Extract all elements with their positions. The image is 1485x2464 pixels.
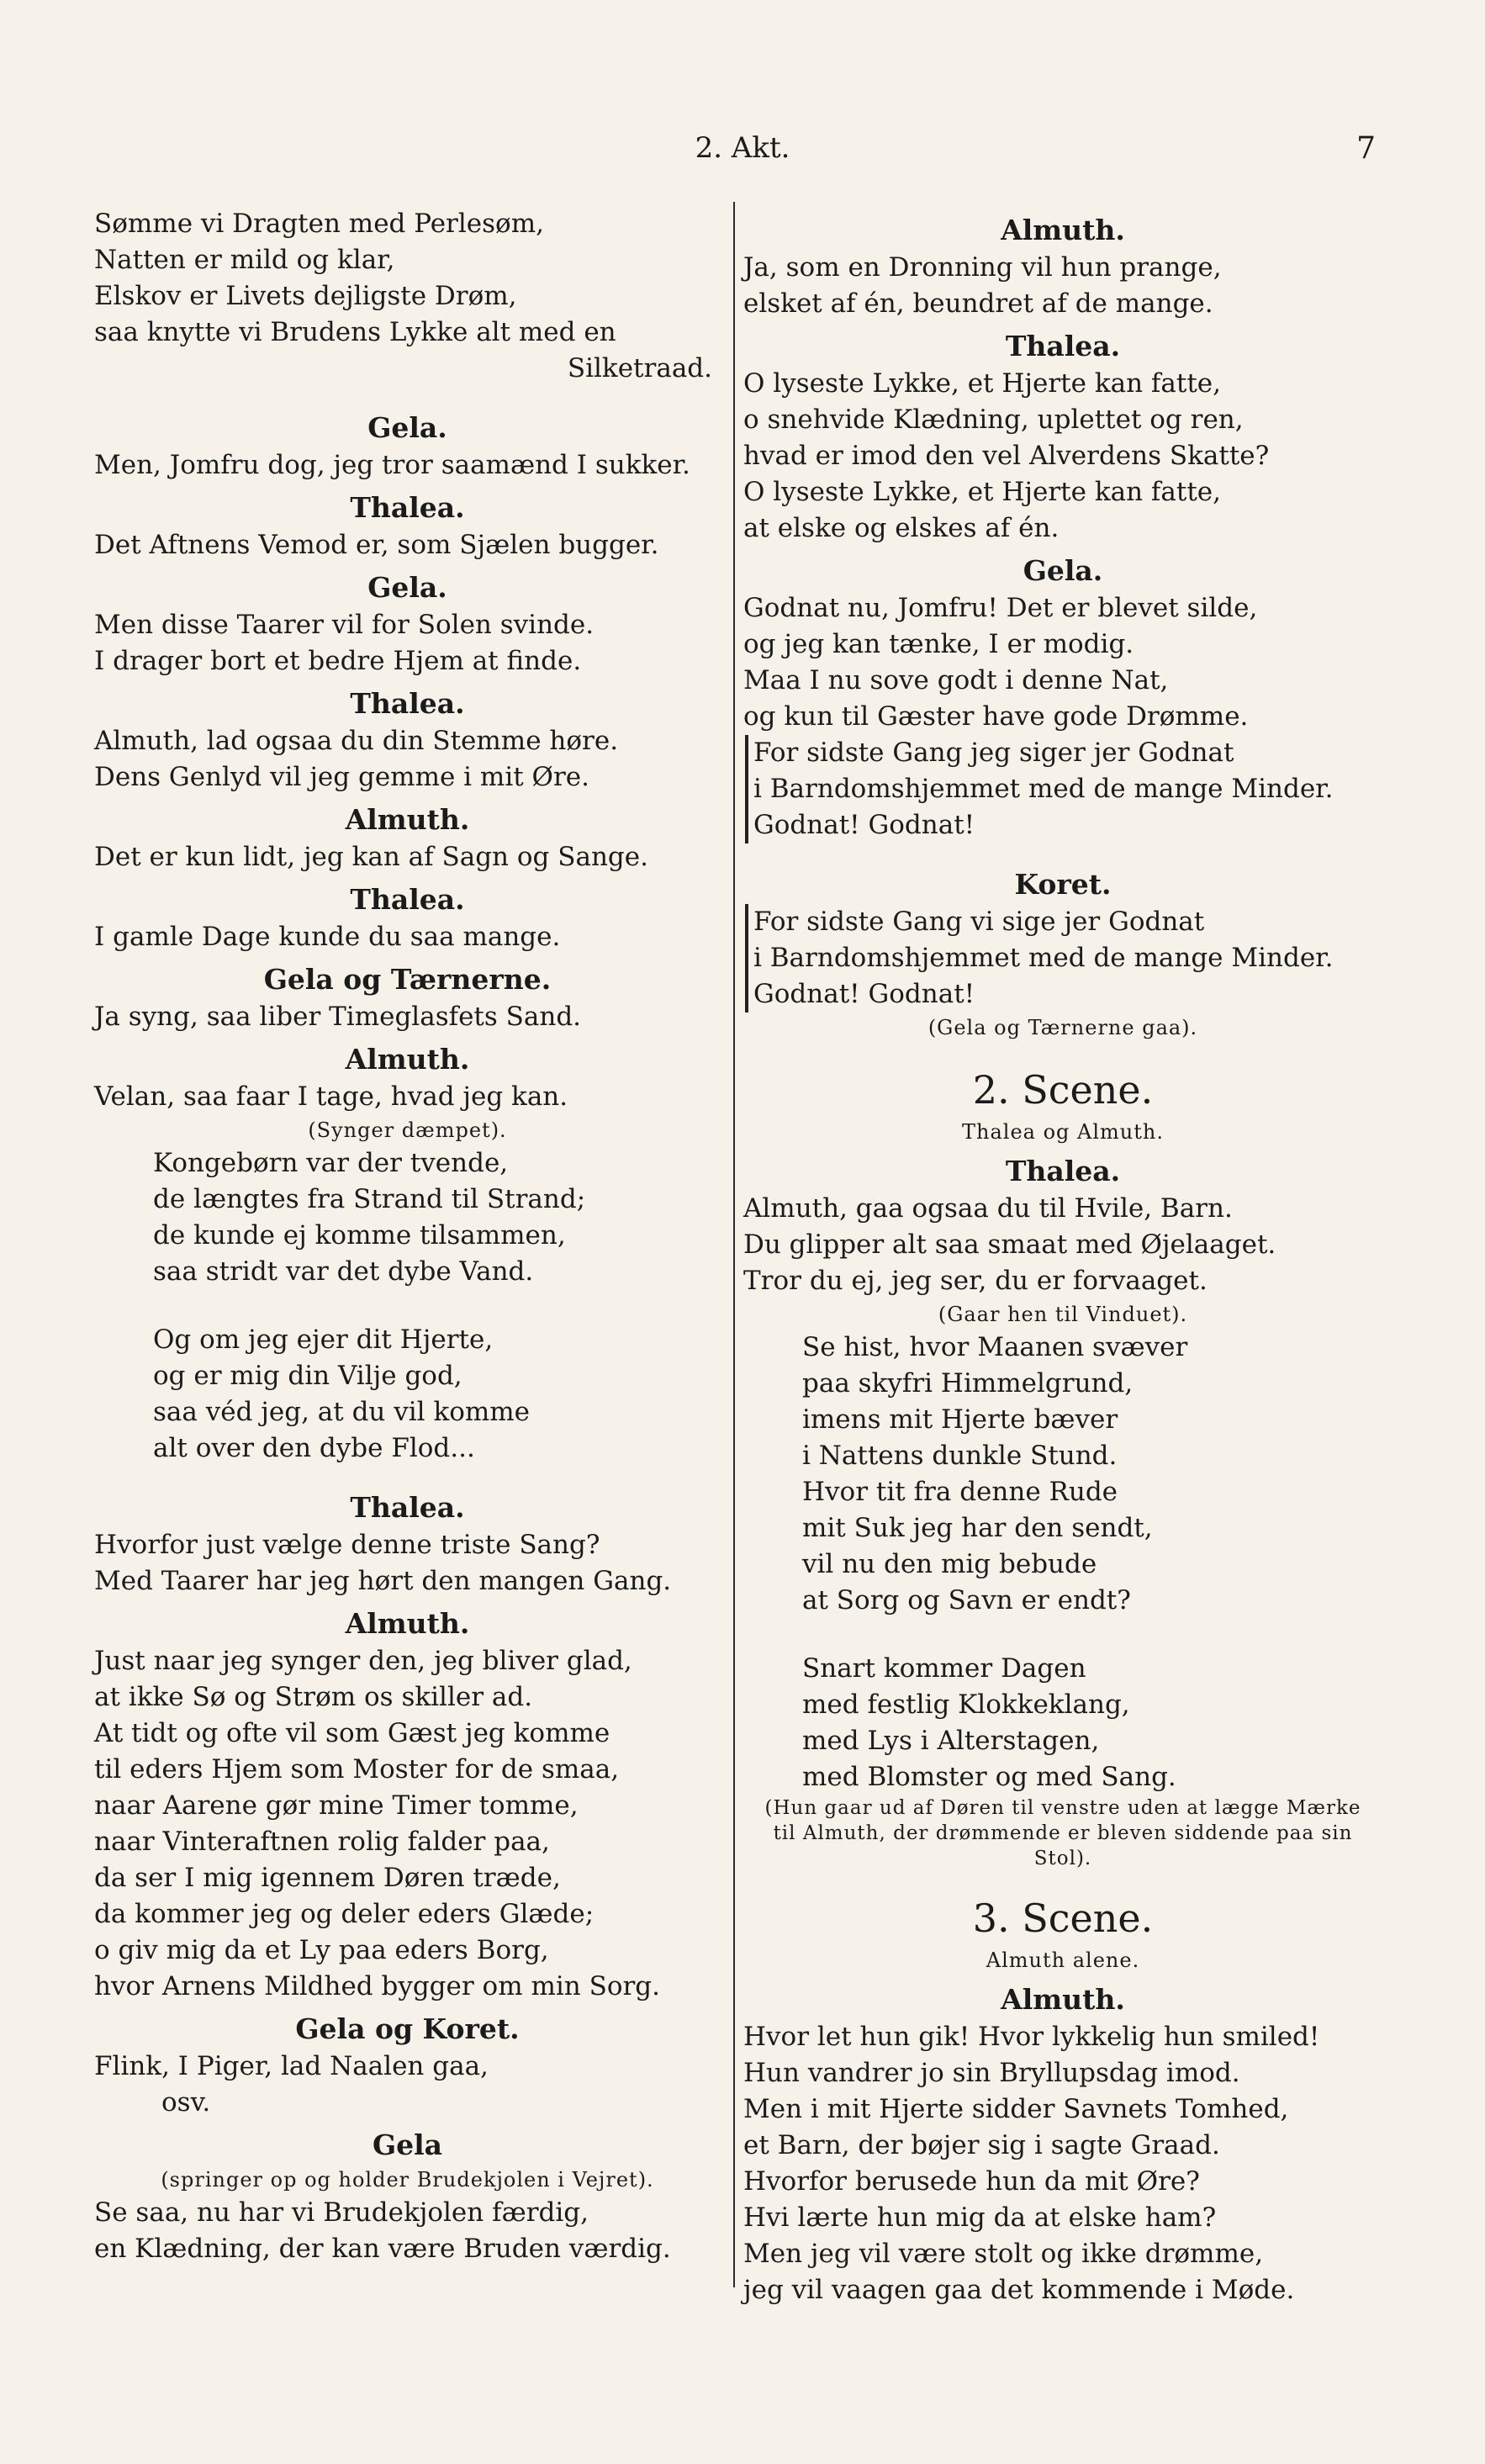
verse-line: Du glipper alt saa smaat med Øjelaaget.: [743, 1229, 1276, 1260]
verse-line: At tidt og ofte vil som Gæst jeg komme: [94, 1718, 610, 1748]
verse-line: o snehvide Klædning, uplettet og ren,: [743, 404, 1244, 435]
verse-line: en Klædning, der kan være Bruden værdig.: [94, 2234, 671, 2264]
verse-line: med Blomster og med Sang.: [802, 1762, 1176, 1792]
speaker-name: Thalea.: [350, 883, 465, 916]
verse-line: Kongebørn var der tvende,: [153, 1148, 509, 1178]
verse-line: mit Suk jeg har den sendt,: [802, 1513, 1153, 1543]
verse-line: naar Vinteraftnen rolig falder paa,: [94, 1827, 550, 1857]
verse-line: til eders Hjem som Moster for de smaa,: [94, 1754, 620, 1785]
verse-line: et Barn, der bøjer sig i sagte Graad.: [743, 2130, 1220, 2160]
verse-line: Maa I nu sove godt i denne Nat,: [743, 665, 1169, 695]
speaker-name: Almuth.: [1001, 1983, 1125, 2016]
verse-line: med Lys i Alterstagen,: [802, 1726, 1100, 1756]
verse-line: Se hist, hvor Maanen svæver: [802, 1332, 1188, 1362]
verse-line: Det Aftnens Vemod er, som Sjælen bugger.: [94, 530, 659, 560]
verse-line: Hvor tit fra denne Rude: [802, 1477, 1118, 1507]
verse-line: at ikke Sø og Strøm os skiller ad.: [94, 1682, 533, 1712]
verse-line: Velan, saa faar I tage, hvad jeg kan.: [94, 1081, 568, 1112]
verse-line: Men disse Taarer vil for Solen svinde.: [94, 610, 595, 640]
left-column: [94, 206, 721, 2267]
scene-heading: 2. Scene.: [972, 1067, 1154, 1113]
verse-line: Elskov er Livets dejligste Drøm,: [94, 281, 517, 311]
verse-line: hvad er imod den vel Alverdens Skatte?: [743, 441, 1270, 471]
bracketed-lines: [745, 735, 1382, 843]
speaker-name: Thalea.: [1005, 330, 1121, 362]
verse-line: Ja, som en Dronning vil hun prange,: [743, 252, 1222, 283]
verse-line: Almuth, gaa ogsaa du til Hvile, Barn.: [743, 1193, 1233, 1224]
verse-line: saa knytte vi Brudens Lykke alt med en: [94, 317, 616, 347]
verse-line: Dens Genlyd vil jeg gemme i mit Øre.: [94, 762, 589, 792]
verse-line: Godnat! Godnat!: [753, 979, 975, 1009]
stage-direction: (springer op og holder Brudekjolen i Vejret).: [161, 2168, 654, 2192]
verse-line: i Barndomshjemmet med de mange Minder.: [753, 943, 1334, 973]
speaker-name: Thalea.: [350, 687, 465, 720]
verse-line: Natten er mild og klar,: [94, 245, 395, 275]
verse-line: o giv mig da et Ly paa eders Borg,: [94, 1935, 549, 1965]
verse-line: For sidste Gang vi sige jer Godnat: [753, 907, 1205, 937]
stage-direction: (Synger dæmpet).: [308, 1118, 507, 1142]
verse-line: Just naar jeg synger den, jeg bliver glad,: [94, 1646, 632, 1676]
speaker-name: Thalea.: [350, 1491, 465, 1524]
verse-line: For sidste Gang jeg siger jer Godnat: [753, 738, 1234, 768]
verse-line: Ja syng, saa liber Timeglasfets Sand.: [94, 1002, 582, 1032]
verse-line: Godnat! Godnat!: [753, 810, 975, 840]
verse-line: alt over den dybe Flod...: [153, 1433, 475, 1463]
scene-heading: 3. Scene.: [972, 1896, 1154, 1941]
verse-line: Hvi lærte hun mig da at elske ham?: [743, 2202, 1217, 2233]
speaker-name: Thalea.: [1005, 1155, 1121, 1187]
stanza-gap: [743, 1619, 1382, 1651]
verse-line: Almuth, lad ogsaa du din Stemme høre.: [94, 726, 619, 756]
act-heading: 2. Akt.: [695, 131, 790, 165]
verse-line: Flink, I Piger, lad Naalen gaa,: [94, 2051, 489, 2081]
verse-line: Med Taarer har jeg hørt den mangen Gang.: [94, 1566, 672, 1596]
verse-line: I gamle Dage kunde du saa mange.: [94, 922, 561, 952]
verse-line: Men jeg vil være stolt og ikke drømme,: [743, 2239, 1264, 2269]
verse-line: I drager bort et bedre Hjem at finde.: [94, 646, 582, 676]
verse-line: osv.: [161, 2087, 211, 2118]
speaker-name: Gela.: [367, 571, 447, 604]
verse-line: at Sorg og Savn er endt?: [802, 1585, 1131, 1615]
verse-line: Sømme vi Dragten med Perlesøm,: [94, 209, 544, 239]
verse-line: Tror du ej, jeg ser, du er forvaaget.: [743, 1266, 1208, 1296]
speaker-name: Gela.: [1023, 554, 1103, 587]
speaker-name: Gela og Koret.: [295, 2012, 520, 2045]
verse-line: da kommer jeg og deler eders Glæde;: [94, 1899, 595, 1929]
stage-direction: (Hun gaar ud af Døren til venstre uden at lægge Mærke til Almuth, der drømmende er bleven siddende paa sin Stol).: [764, 1797, 1361, 1869]
verse-line: Hvorfor just vælge denne triste Sang?: [94, 1530, 600, 1560]
verse-line: vil nu den mig bebude: [802, 1549, 1097, 1579]
speaker-name: Gela og Tærnerne.: [263, 963, 552, 996]
speaker-name: Koret.: [1014, 868, 1112, 901]
verse-line: Silketraad.: [567, 353, 712, 383]
right-column: [743, 206, 1382, 2308]
speaker-name: Gela.: [367, 411, 447, 444]
verse-line: og jeg kan tænke, I er modig.: [743, 629, 1134, 659]
verse-line: og kun til Gæster have gode Drømme.: [743, 701, 1249, 732]
verse-line: Hvor let hun gik! Hvor lykkelig hun smiled!: [743, 2022, 1320, 2052]
verse-line: Hvorfor berusede hun da mit Øre?: [743, 2166, 1200, 2197]
column-divider: [733, 202, 735, 2287]
speaker-name: Almuth.: [345, 1043, 470, 1076]
verse-line: hvor Arnens Mildhed bygger om min Sorg.: [94, 1971, 661, 2001]
speaker-name: Thalea.: [350, 491, 465, 524]
verse-line: Godnat nu, Jomfru! Det er blevet silde,: [743, 593, 1258, 623]
speaker-name: Almuth.: [345, 803, 470, 836]
bracketed-lines: [745, 904, 1382, 1013]
verse-line: de kunde ej komme tilsammen,: [153, 1220, 566, 1251]
verse-line: at elske og elskes af én.: [743, 513, 1060, 543]
verse-line: og er mig din Vilje god,: [153, 1361, 462, 1391]
verse-line: imens mit Hjerte bæver: [802, 1404, 1118, 1435]
verse-line: elsket af én, beundret af de mange.: [743, 288, 1213, 319]
verse-line: Hun vandrer jo sin Bryllupsdag imod.: [743, 2058, 1240, 2088]
verse-line: paa skyfri Himmelgrund,: [802, 1368, 1134, 1399]
verse-line: i Barndomshjemmet med de mange Minder.: [753, 774, 1334, 804]
stage-direction: Thalea og Almuth.: [962, 1120, 1164, 1144]
verse-line: O lyseste Lykke, et Hjerte kan fatte,: [743, 477, 1221, 507]
verse-line: Snart kommer Dagen: [802, 1653, 1086, 1684]
verse-line: Det er kun lidt, jeg kan af Sagn og Sange.: [94, 842, 648, 872]
speaker-name: Gela: [372, 2128, 443, 2161]
stage-direction: Almuth alene.: [986, 1948, 1140, 1972]
verse-line: Men i mit Hjerte sidder Savnets Tomhed,: [743, 2094, 1289, 2124]
page-header: [0, 126, 1485, 177]
verse-line: da ser I mig igennem Døren træde,: [94, 1863, 561, 1893]
stage-direction: (Gaar hen til Vinduet).: [938, 1303, 1188, 1326]
verse-line: naar Aarene gør mine Timer tomme,: [94, 1790, 579, 1821]
page-number: 7: [1356, 131, 1376, 166]
verse-line: Se saa, nu har vi Brudekjolen færdig,: [94, 2197, 589, 2228]
speaker-name: Almuth.: [1001, 214, 1125, 246]
verse-line: Og om jeg ejer dit Hjerte,: [153, 1325, 494, 1355]
verse-line: i Nattens dunkle Stund.: [802, 1441, 1118, 1471]
verse-line: Men, Jomfru dog, jeg tror saamænd I sukker.: [94, 450, 690, 480]
verse-line: jeg vil vaagen gaa det kommende i Møde.: [743, 2275, 1295, 2305]
verse-line: O lyseste Lykke, et Hjerte kan fatte,: [743, 368, 1221, 399]
speaker-name: Almuth.: [345, 1607, 470, 1640]
verse-line: saa véd jeg, at du vil komme: [153, 1397, 531, 1427]
verse-line: de længtes fra Strand til Strand;: [153, 1184, 586, 1214]
stage-direction: (Gela og Tærnerne gaa).: [927, 1016, 1198, 1039]
verse-line: med festlig Klokkeklang,: [802, 1689, 1130, 1720]
verse-line: saa stridt var det dybe Vand.: [153, 1256, 534, 1287]
stanza-gap: [94, 1290, 721, 1322]
